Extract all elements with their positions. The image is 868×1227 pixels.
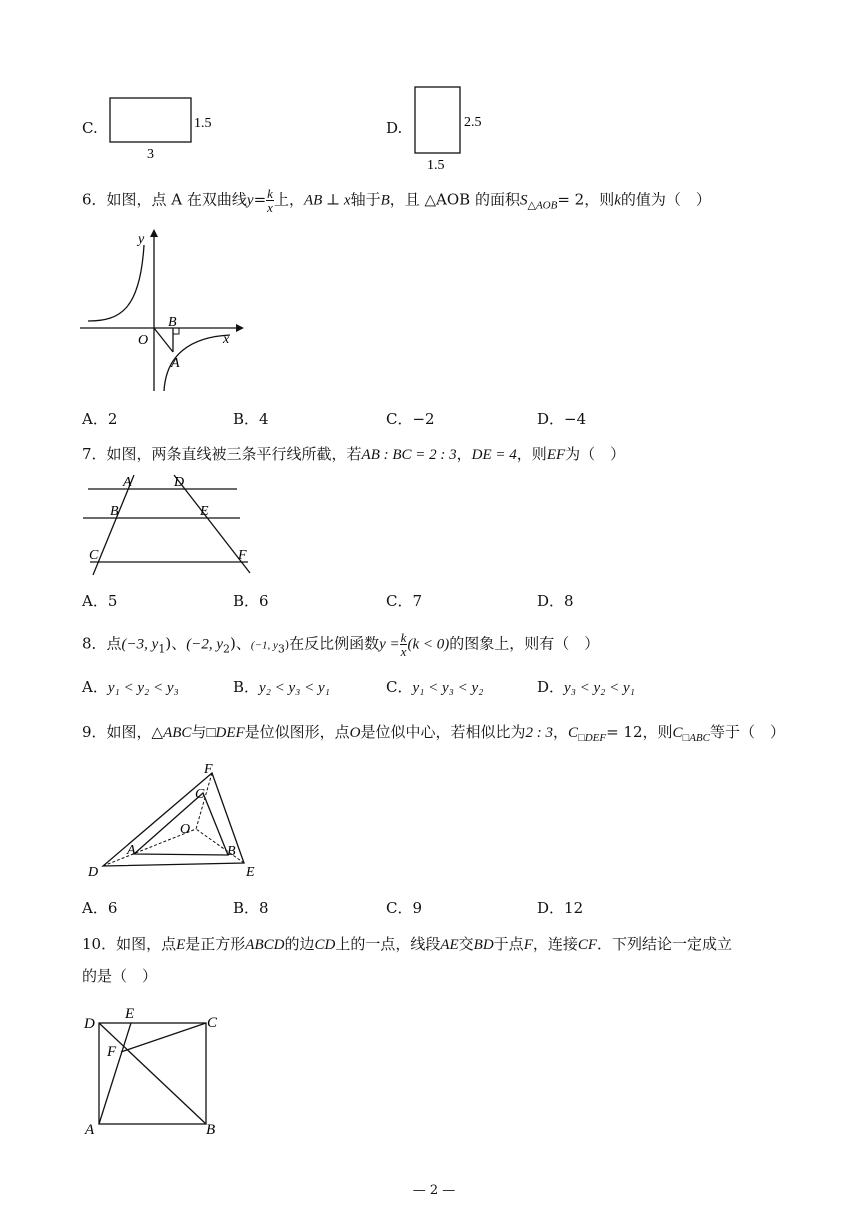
q7-label-b: B <box>110 504 119 519</box>
q7-label-f: F <box>238 548 247 563</box>
q7-label-e: E <box>200 504 209 519</box>
q9-option-b: B．8 <box>233 899 269 917</box>
q6-hyperbola-graph <box>80 225 250 395</box>
question-7-stem: 7．如图，两条直线被三条平行线所截，若AB : BC = 2 : 3，DE = 4，则EF为（ ） <box>82 445 626 463</box>
q9-label-a: A <box>127 843 136 858</box>
question-9-stem: 9．如图，△ABC与□DEF是位似图形，点O是位似中心，若相似比为2 : 3，$C_{□DEF}= 12$，则$C_{□ABC}$等于（ ） <box>82 723 785 744</box>
q7-parallel-lines-figure <box>80 472 260 582</box>
q7-label-c: C <box>89 548 99 563</box>
q5-option-d-letter: D. <box>386 119 403 137</box>
q8-option-a: A．y₁ < y₂ < y₃ <box>82 678 179 696</box>
q5-option-c-letter: C. <box>82 119 98 137</box>
q6-point-a-label: A <box>171 356 180 371</box>
q6-option-d: D．−4 <box>537 410 587 428</box>
q6-option-a: A．2 <box>82 410 118 428</box>
q6-option-c: C．−2 <box>386 410 435 428</box>
question-6-stem: 6．如图，点 A 在双曲线y= $\frac{k}{x}$ 上，AB ⊥ x轴于B，且 △AOB 的面积$S_{\triangle AOB}= 2$，则k的值为（ ） <box>82 186 711 215</box>
q5-d-height-label: 2.5 <box>464 115 482 130</box>
q9-label-o: O <box>180 822 191 837</box>
q10-label-b: B <box>206 1122 216 1138</box>
question-10-stem-line2: 的是（ ） <box>82 967 158 985</box>
q9-label-e: E <box>246 865 255 880</box>
q8-option-c: C．y₁ < y₃ < y₂ <box>386 678 484 696</box>
q5-d-width-label: 1.5 <box>427 158 445 173</box>
q9-label-b: B <box>227 844 236 859</box>
q10-label-f: F <box>107 1044 117 1060</box>
q9-label-d: D <box>88 865 99 880</box>
q7-option-a: A．5 <box>82 592 118 610</box>
q9-option-d: D．12 <box>537 899 584 917</box>
q7-label-a: A <box>123 475 132 490</box>
q9-option-a: A．6 <box>82 899 118 917</box>
q6-fraction: $\frac{k}{x}$ <box>267 186 273 215</box>
q5-c-width-label: 3 <box>147 147 154 162</box>
q9-homothety-figure <box>82 758 272 883</box>
q9-option-c: C．9 <box>386 899 423 917</box>
q7-label-d: D <box>174 475 185 490</box>
q10-label-d: D <box>84 1016 95 1032</box>
q6-y-axis-label: y <box>138 232 145 247</box>
q6-point-b-label: B <box>168 315 177 330</box>
question-8-stem: 8．点(−3, $y_1$)、(−2, $y_2$)、(−1, $y_3$)在反比例函数y = $\frac{k}{x}$ (k < 0)的图象上，则有（ ） <box>82 630 600 659</box>
q8-fraction: $\frac{k}{x}$ <box>400 630 407 659</box>
q7-option-c: C．7 <box>386 592 423 610</box>
q10-label-c: C <box>207 1015 218 1031</box>
q7-option-d: D．8 <box>537 592 574 610</box>
q10-square-figure <box>80 1000 230 1145</box>
q8-option-b: B．y₂ < y₃ < y₁ <box>233 678 330 696</box>
q7-option-b: B．6 <box>233 592 269 610</box>
question-10-stem: 10．如图，点E是正方形ABCD的边CD上的一点，线段AE交BD于点F，连接CF．下列结论一定成立 <box>82 935 733 953</box>
q9-label-c: C <box>195 787 205 802</box>
q5-c-height-label: 1.5 <box>194 116 212 131</box>
q5-option-c-figure <box>100 88 230 168</box>
q10-label-a: A <box>85 1122 95 1138</box>
q9-label-f: F <box>204 762 213 777</box>
q10-label-e: E <box>125 1006 135 1022</box>
q6-origin-label: O <box>138 333 149 348</box>
page-number: — 2 — <box>412 1183 456 1198</box>
q5-option-d-figure <box>405 80 505 175</box>
q8-option-d: D．y₃ < y₂ < y₁ <box>537 678 635 696</box>
q6-option-b: B．4 <box>233 410 269 428</box>
q6-x-axis-label: x <box>223 332 230 347</box>
